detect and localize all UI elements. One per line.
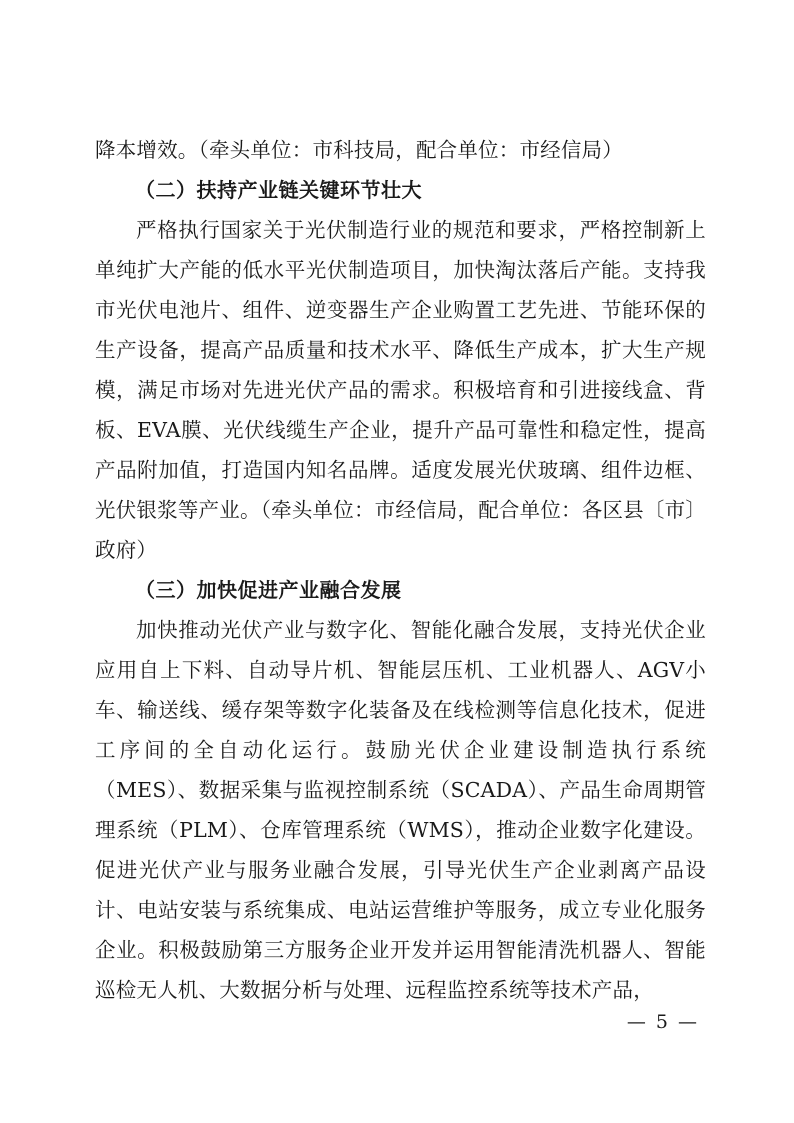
section-heading-three: （三）加快促进产业融合发展 bbox=[135, 578, 402, 602]
paragraph-section-two-body: 严格执行国家关于光伏制造行业的规范和要求，严格控制新上单纯扩大产能的低水平光伏制造项目，加快淘汰落后产能。支持我市光伏电池片、组件、逆变器生产企业购置工艺先进、节能环保的生产设备，提高产品质量和技术水平、降低生产成本，扩大生产规模，满足市场对先进光伏产品的需求。积极培育和引进接线盒、背板、EVA膜、光伏线缆生产企业，提升产品可靠性和稳定性，提高产品附加值，打造国内知名品牌。适度发展光伏玻璃、组件边框、光伏银浆等产业。（牵头单位：市经信局，配合单位：各区县〔市〕政府） bbox=[95, 218, 706, 562]
paragraph-continuation: 降本增效。（牵头单位：市科技局，配合单位：市经信局） bbox=[95, 138, 623, 162]
page-number: — 5 — bbox=[626, 1011, 699, 1033]
paragraph-section-three-body: 加快推动光伏产业与数字化、智能化融合发展，支持光伏企业应用自上下料、自动导片机、智能层压机、工业机器人、AGV小车、输送线、缓存架等数字化装备及在线检测等信息化技术，促进工序间的全自动化运行。鼓励光伏企业建设制造执行系统（MES）、数据采集与监视控制系统（SCADA）、产品生命周期管理系统（PLM）、仓库管理系统（WMS），推动企业数字化建设。促进光伏产业与服务业融合发展，引导光伏生产企业剥离产品设计、电站安装与系统集成、电站运营维护等服务，成立专业化服务企业。积极鼓励第三方服务企业开发并运用智能清洗机器人、智能巡检无人机、大数据分析与处理、远程监控系统等技术产品， bbox=[95, 618, 706, 1002]
document-body bbox=[95, 130, 706, 1010]
section-heading-two: （二）扶持产业链关键环节壮大 bbox=[135, 178, 422, 202]
